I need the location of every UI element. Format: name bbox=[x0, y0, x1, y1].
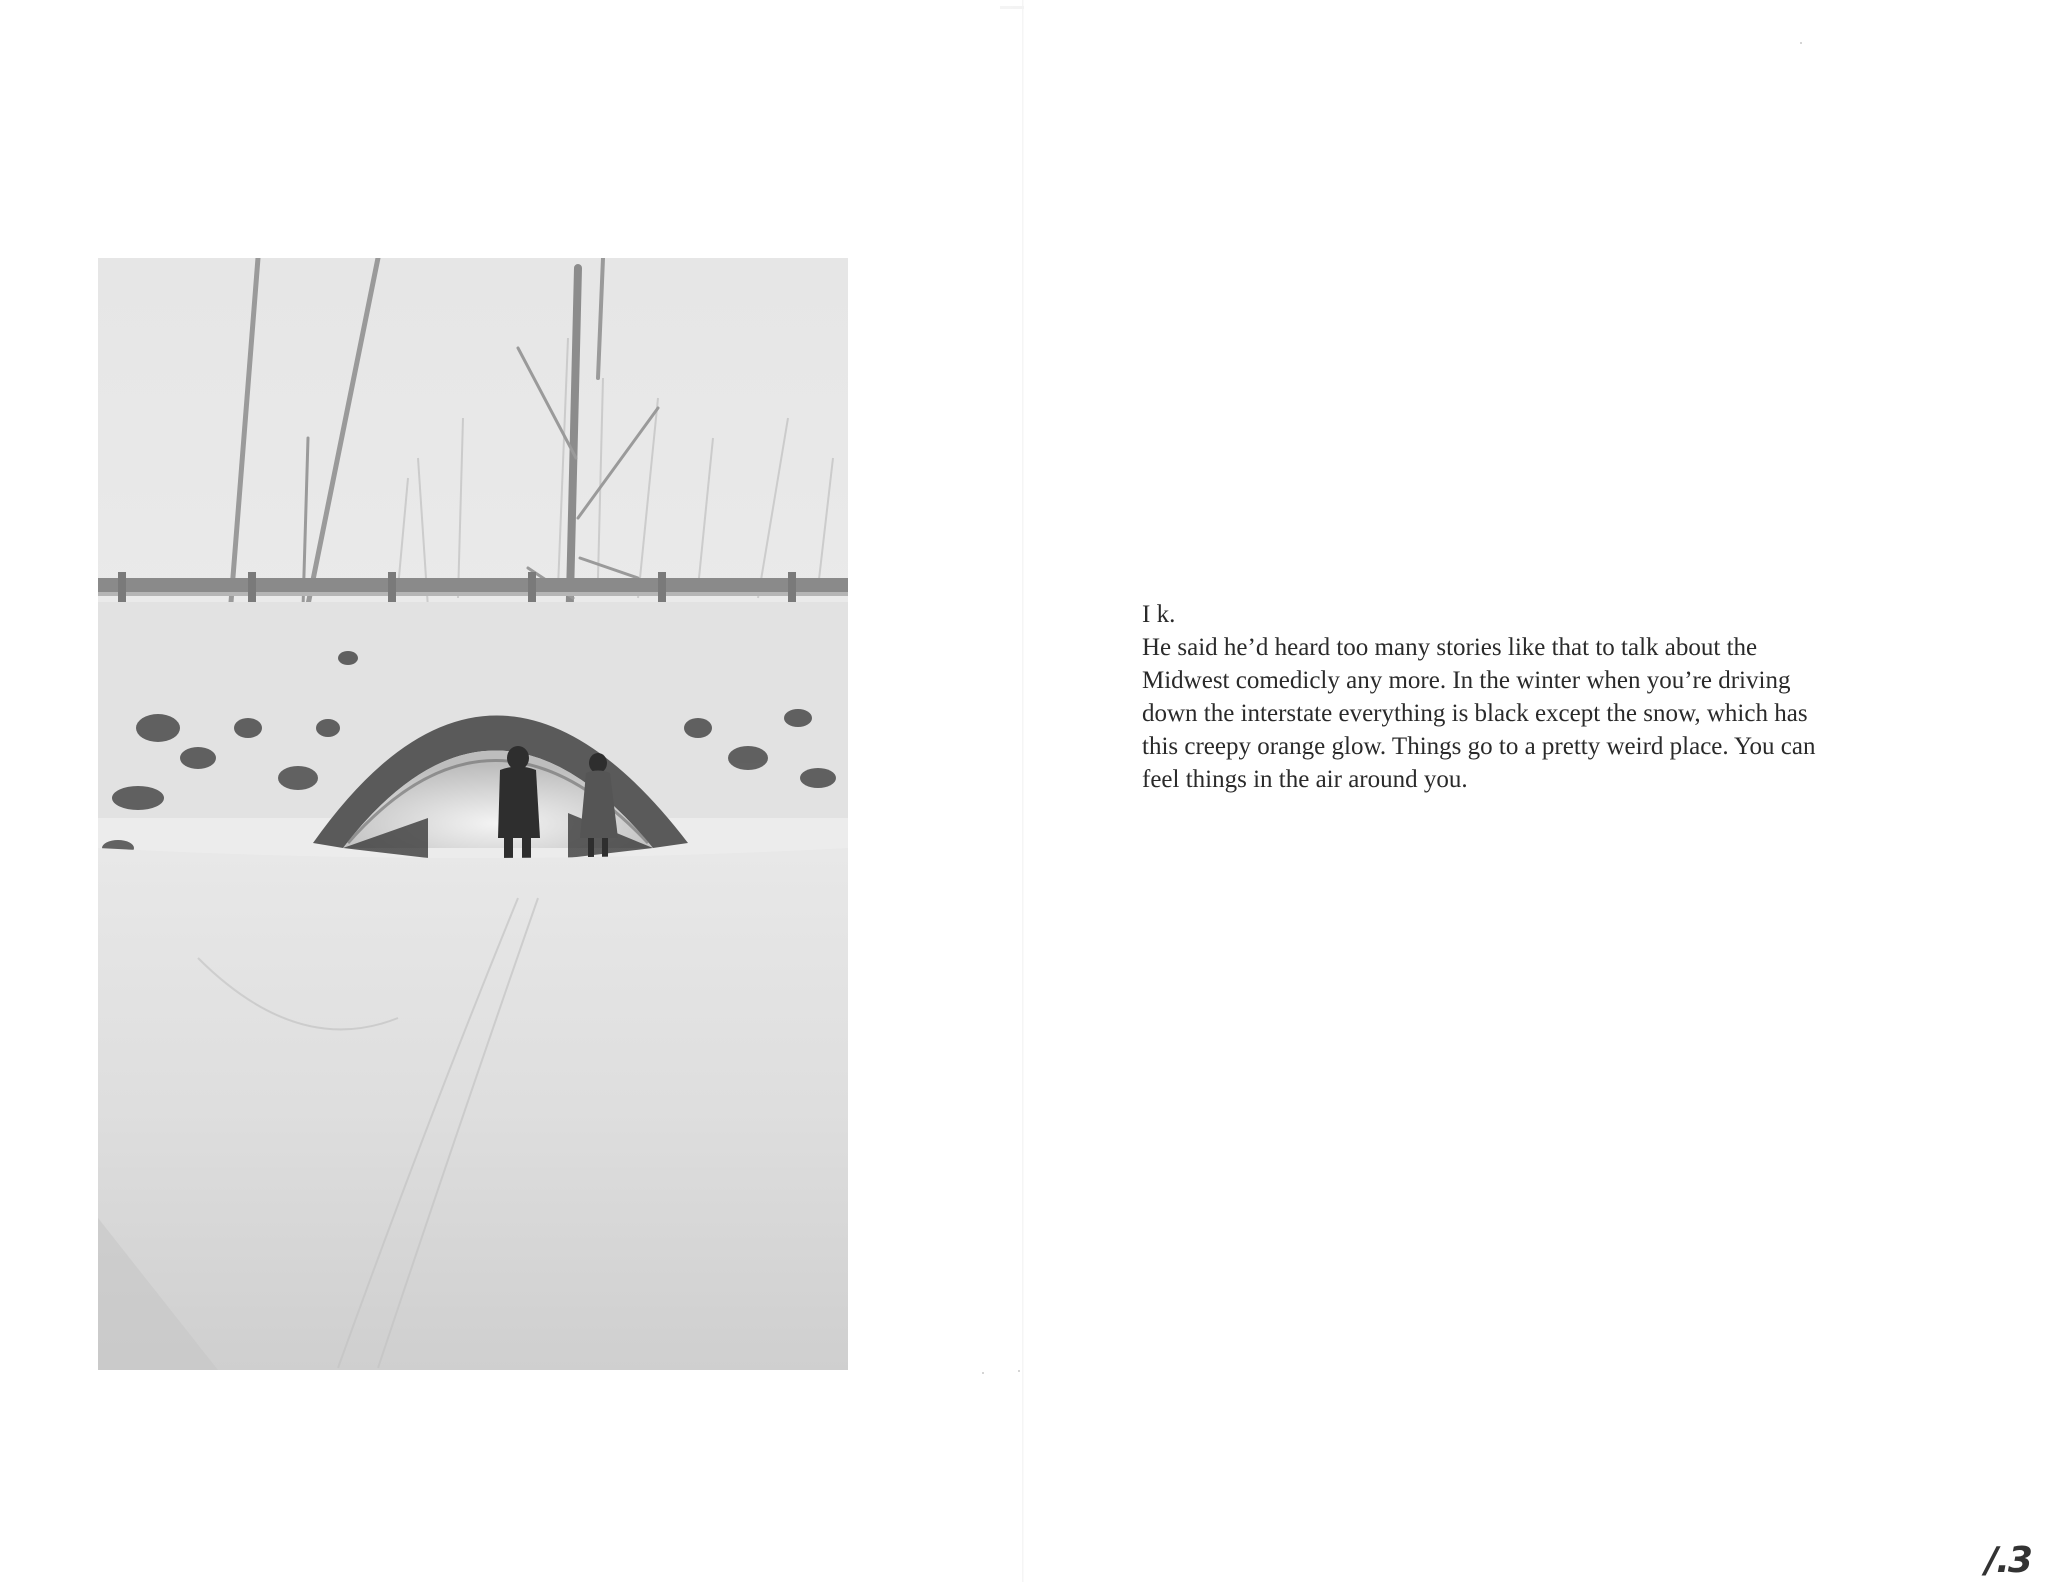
page-number: /.3 bbox=[1985, 1540, 2031, 1581]
story-paragraph: He said he’d heard too many stories like that to talk about the Midwest comedicly any more. In the winter when you’re driving down the interstate everything is black except the snow, which has this creepy orange glow. Things go to a pretty weird place. You can feel things in the air around you. bbox=[1142, 634, 1816, 793]
paper-speck bbox=[982, 1372, 984, 1374]
paper-speck bbox=[1018, 1370, 1020, 1372]
story-text bbox=[1142, 598, 1942, 796]
paper-speck bbox=[1800, 42, 1802, 44]
left-page bbox=[0, 0, 1022, 1582]
snowy-underpass-photo bbox=[98, 258, 848, 1370]
section-heading: I k. bbox=[1142, 601, 1176, 628]
